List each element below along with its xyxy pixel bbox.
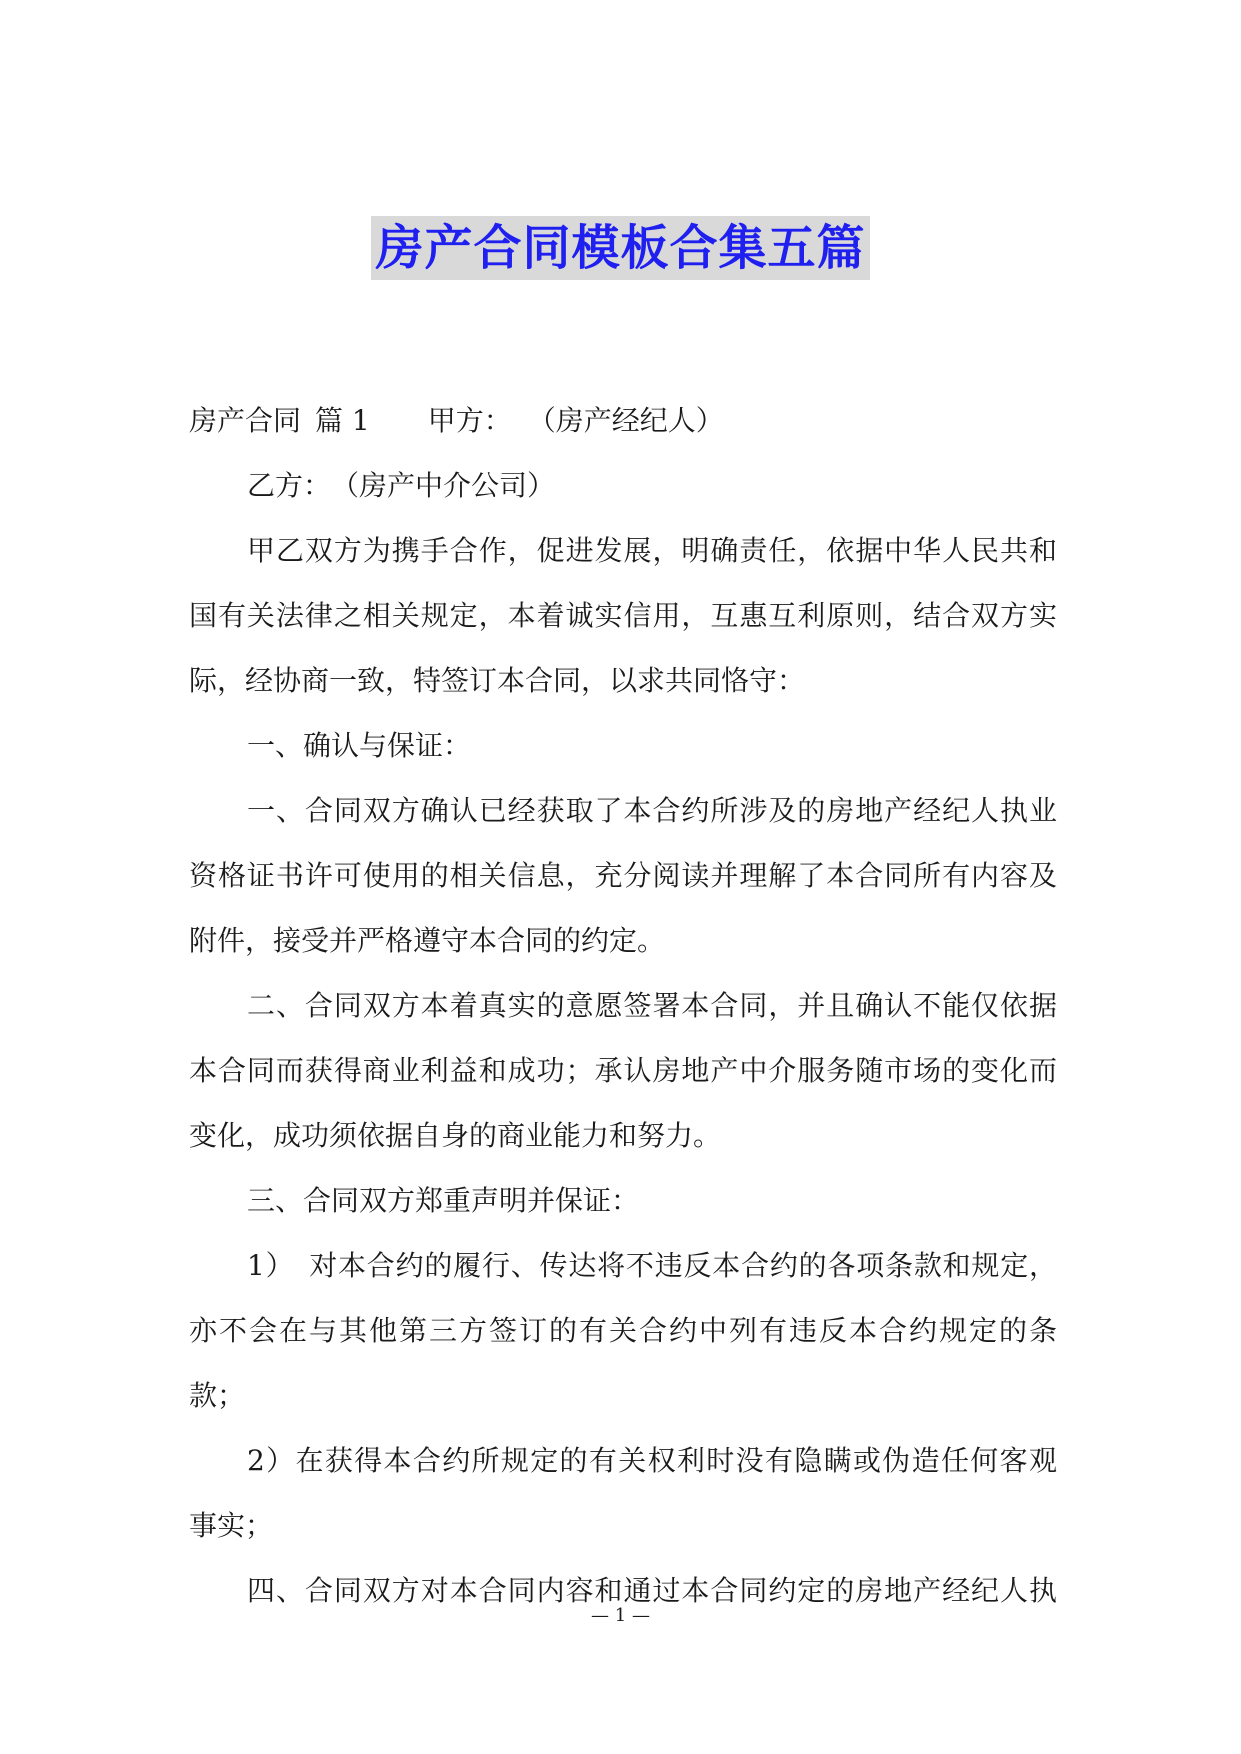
paragraph-line: 本合同而获得商业利益和成功；承认房地产中介服务随市场的变化而 xyxy=(189,1054,1057,1087)
paragraph-line: 三、合同双方郑重声明并保证： xyxy=(247,1184,640,1217)
paragraph-line: 一、合同双方确认已经获取了本合约所涉及的房地产经纪人执业 xyxy=(247,794,1057,827)
section-label: 篇 1 xyxy=(315,404,370,437)
paragraph-line: 2）在获得本合约所规定的有关权利时没有隐瞒或伪造任何客观 xyxy=(247,1444,1057,1477)
paragraph-line: 事实； xyxy=(189,1509,274,1542)
document-body xyxy=(189,388,1057,1623)
paragraph-line: 际，经协商一致，特签订本合同，以求共同恪守： xyxy=(189,664,806,697)
paragraph-line: 款； xyxy=(189,1379,246,1412)
paragraph-line: 1） 对本合约的履行、传达将不违反本合约的各项条款和规定， xyxy=(247,1249,1057,1282)
party-a-value: （房产经纪人） xyxy=(527,404,724,437)
paragraph-line: 甲乙双方为携手合作，促进发展，明确责任，依据中华人民共和 xyxy=(247,534,1057,567)
page-number: — 1 — xyxy=(591,1605,650,1626)
title-container xyxy=(0,216,1241,280)
paragraph-line: 国有关法律之相关规定，本着诚实信用，互惠互利原则，结合双方实 xyxy=(189,599,1057,632)
paragraph-line: 二、合同双方本着真实的意愿签署本合同，并且确认不能仅依据 xyxy=(247,989,1057,1022)
paragraph-line: 一、确认与保证： xyxy=(247,729,472,762)
paragraph-line: 亦不会在与其他第三方签订的有关合约中列有违反本合约规定的条 xyxy=(189,1314,1057,1347)
paragraph-line: 四、合同双方对本合同内容和通过本合同约定的房地产经纪人执 xyxy=(247,1574,1057,1607)
document-title: 房产合同模板合集五篇 xyxy=(371,216,869,280)
paragraph-line: 乙方： （房产中介公司） xyxy=(247,469,556,502)
paragraph-line: 资格证书许可使用的相关信息，充分阅读并理解了本合同所有内容及 xyxy=(189,859,1057,892)
paragraph-line: 附件，接受并严格遵守本合同的约定。 xyxy=(189,924,666,957)
party-a-label: 甲方： xyxy=(427,404,512,437)
paragraph-line: 变化，成功须依据自身的商业能力和努力。 xyxy=(189,1119,722,1152)
paragraph-line xyxy=(189,388,1057,453)
header-text: 房产合同 xyxy=(189,404,302,437)
